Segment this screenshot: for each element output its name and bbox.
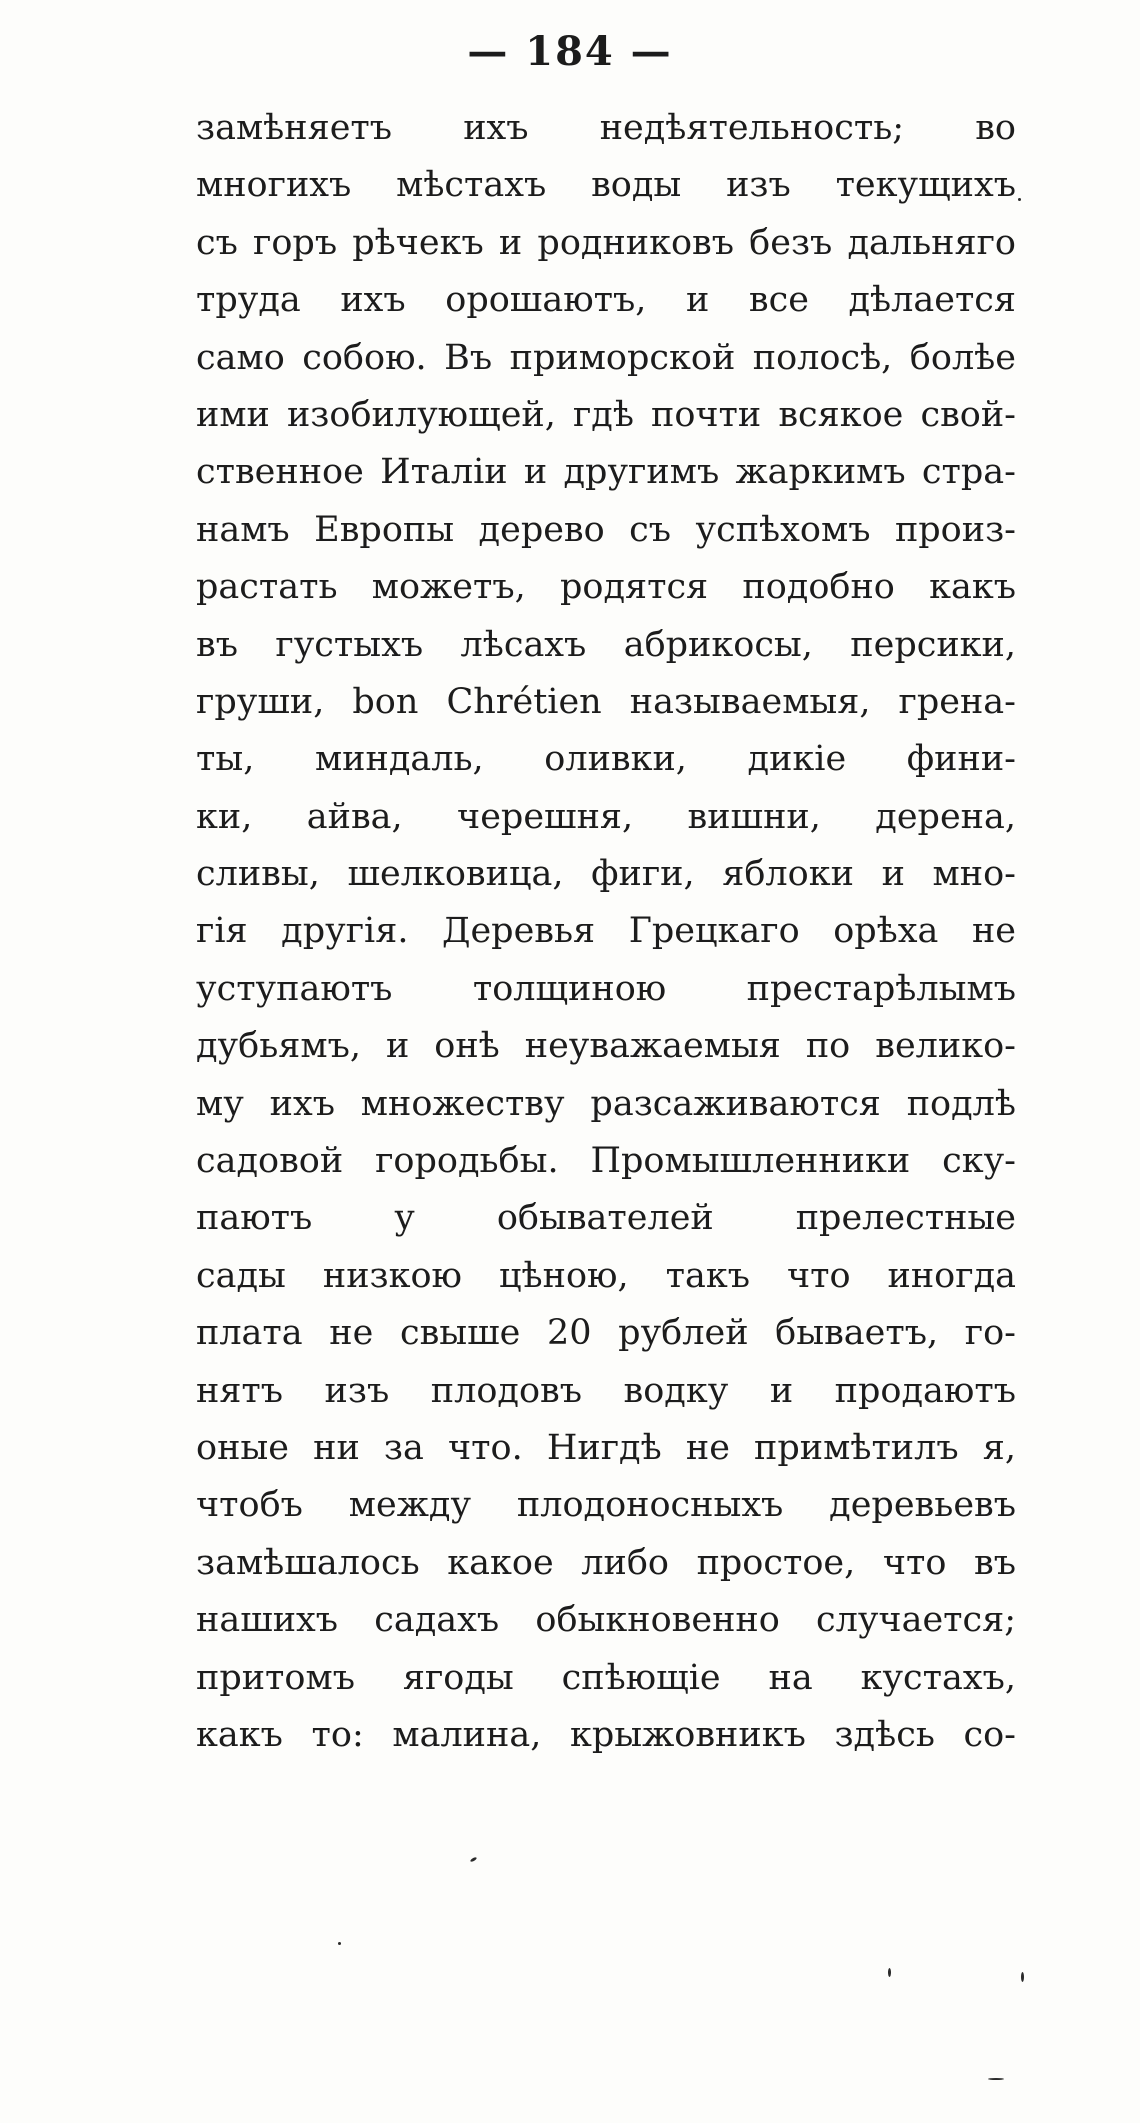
text-line: груши, bon Chrétien называемыя, грена- <box>196 681 1016 722</box>
text-line: труда ихъ орошаютъ, и все дѣлается <box>196 280 1016 321</box>
text-line: замѣняетъ ихъ недѣятельность; во <box>196 108 1016 148</box>
text-line: многихъ мѣстахъ воды изъ текущихъ <box>196 165 1016 206</box>
text-line: дубьямъ, и онѣ неуважаемыя по велико- <box>196 1026 1016 1067</box>
text-line: ственное Италіи и другимъ жаркимъ стра- <box>196 452 1016 493</box>
body-text <box>196 100 1016 1764</box>
scan-speck <box>1021 1972 1024 1982</box>
text-line: нашихъ садахъ обыкновенно случается; <box>196 1600 1016 1641</box>
text-line: сливы, шелковица, фиги, яблоки и мно- <box>196 854 1016 895</box>
text-line: уступаютъ толщиною престарѣлымъ <box>196 968 1016 1009</box>
scan-speck <box>470 1856 478 1862</box>
text-line: оные ни за что. Нигдѣ не примѣтилъ я, <box>196 1427 1016 1468</box>
scan-speck <box>1018 198 1021 201</box>
text-line: ки, айва, черешня, вишни, дерена, <box>196 796 1016 837</box>
text-line: чтобъ между плодоносныхъ деревьевъ <box>196 1485 1016 1526</box>
text-line: притомъ ягоды спѣющіе на кустахъ, <box>196 1657 1016 1698</box>
text-line: сады низкою цѣною, такъ что иногда <box>196 1255 1016 1296</box>
text-line: садовой городьбы. Промышленники ску- <box>196 1141 1016 1182</box>
text-line: му ихъ множеству разсаживаются подлѣ <box>196 1083 1016 1124</box>
text-line: въ густыхъ лѣсахъ абрикосы, персики, <box>196 624 1016 665</box>
text-line: съ горъ рѣчекъ и родниковъ безъ дальняго <box>196 222 1016 263</box>
text-line: намъ Европы дерево съ успѣхомъ произ- <box>196 509 1016 550</box>
scan-speck <box>888 1968 891 1977</box>
text-line: ими изобилующей, гдѣ почти всякое свой- <box>196 394 1016 435</box>
text-line: плата не свыше 20 рублей бываетъ, го- <box>196 1313 1016 1354</box>
text-line: растать можетъ, родятся подобно какъ <box>196 567 1016 608</box>
text-line: само собою. Въ приморской полосѣ, болѣе <box>196 337 1016 378</box>
page-number: — 184 — <box>467 28 673 75</box>
text-line: ты, миндаль, оливки, дикіе фини- <box>196 739 1016 780</box>
text-line: нятъ изъ плодовъ водку и продаютъ <box>196 1370 1016 1411</box>
scan-speck <box>988 2078 1004 2080</box>
text-line: гія другія. Деревья Грецкаго орѣха не <box>196 911 1016 952</box>
scan-speck <box>338 1942 341 1945</box>
text-line: какъ то: малина, крыжовникъ здѣсь со- <box>196 1714 1016 1755</box>
text-line: замѣшалось какое либо простое, что въ <box>196 1542 1016 1583</box>
text-line: паютъ у обывателей прелестные <box>196 1198 1016 1239</box>
